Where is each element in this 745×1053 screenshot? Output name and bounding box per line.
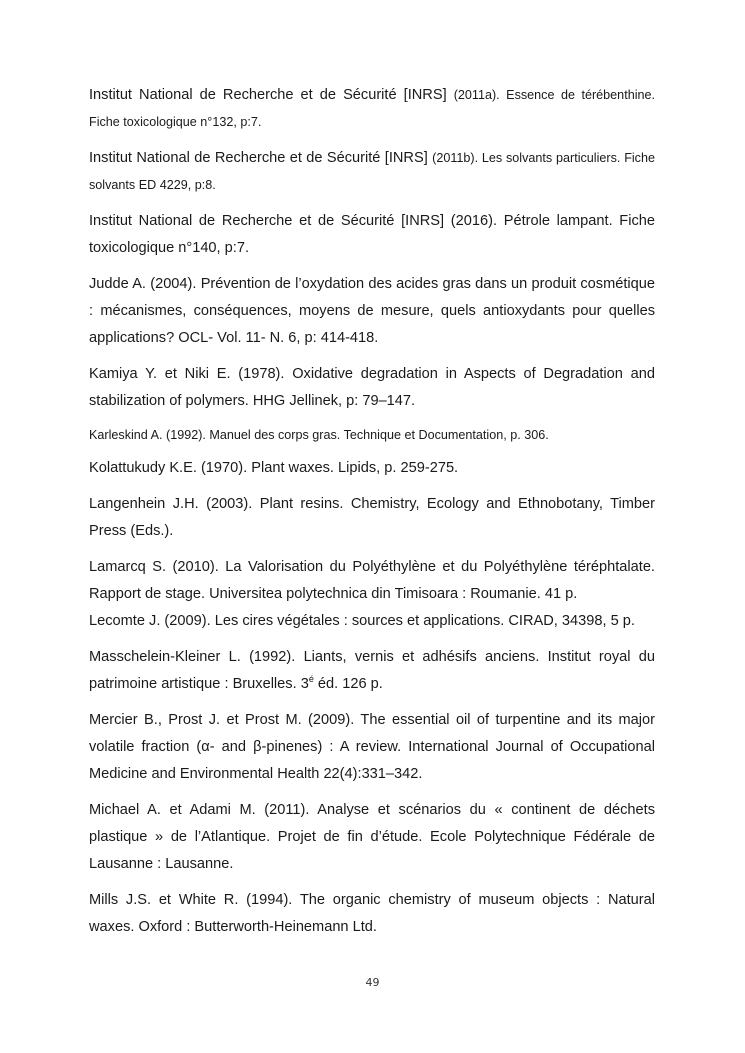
reference-inrs-2011a-main: Institut National de Recherche et de Sécurité [INRS] <box>89 87 447 103</box>
reference-judde-2004: Judde A. (2004). Prévention de l’oxydation des acides gras dans un produit cosmétique : mécanismes, conséquences, moyens de mesure, quels antioxydants pour quelles applications? OCL- Vol. 11- N. 6, p: 414-418. <box>89 276 655 346</box>
edition-superscript: é <box>308 674 314 685</box>
reference-masschelein-1992 <box>89 644 655 698</box>
reference-inrs-2016: Institut National de Recherche et de Sécurité [INRS] (2016). Pétrole lampant. Fiche toxicologique n°140, p:7. <box>89 213 655 256</box>
reference-lecomte-2009: Lecomte J. (2009). Les cires végétales : sources et applications. CIRAD, 34398, 5 p. <box>89 613 635 629</box>
reference-kamiya-1978: Kamiya Y. et Niki E. (1978). Oxidative degradation in Aspects of Degradation and stabilization of polymers. HHG Jellinek, p: 79–147. <box>89 366 655 409</box>
page-number: 49 <box>365 976 380 989</box>
reference-langenhein-2003: Langenhein J.H. (2003). Plant resins. Chemistry, Ecology and Ethnobotany, Timber Press (Eds.). <box>89 496 655 539</box>
reference-inrs-2011b-main: Institut National de Recherche et de Sécurité [INRS] <box>89 150 428 166</box>
reference-kolattukudy-1970: Kolattukudy K.E. (1970). Plant waxes. Lipids, p. 259-275. <box>89 460 459 476</box>
reference-lamarcq-2010: Lamarcq S. (2010). La Valorisation du Polyéthylène et du Polyéthylène téréphtalate. Rapport de stage. Universitea polytechnica din Timisoara : Roumanie. 41 p. <box>89 559 655 602</box>
reference-michael-2011: Michael A. et Adami M. (2011). Analyse et scénarios du « continent de déchets plastique » de l’Atlantique. Projet de fin d’étude. Ecole Polytechnique Fédérale de Lausanne : Lausanne. <box>89 802 655 872</box>
reference-list <box>89 82 655 950</box>
reference-masschelein-1992-text: Masschelein-Kleiner L. (1992). Liants, vernis et adhésifs anciens. Institut royal du patrimoine artistique : Bruxelles. 3 <box>89 649 655 692</box>
reference-inrs-2011b-tail: (2011b). Les solvants particuliers. Fiche solvants ED 4229, p:8. <box>89 151 655 192</box>
reference-masschelein-1992-edition: éd. 126 p. <box>313 676 383 692</box>
reference-inrs-2011b <box>89 145 655 199</box>
reference-inrs-2011a <box>89 82 655 136</box>
reference-inrs-2011a-tail: (2011a). Essence de térébenthine. Fiche toxicologique n°132, p:7. <box>89 88 655 129</box>
reference-mercier-2009: Mercier B., Prost J. et Prost M. (2009). The essential oil of turpentine and its major volatile fraction (α- and β-pinenes) : A review. International Journal of Occupational Medicine and Environmental Health 22(4):331–342. <box>89 712 655 782</box>
reference-mills-1994: Mills J.S. et White R. (1994). The organic chemistry of museum objects : Natural waxes. Oxford : Butterworth-Heinemann Ltd. <box>89 892 655 935</box>
reference-karleskind-1992: Karleskind A. (1992). Manuel des corps gras. Technique et Documentation, p. 306. <box>89 428 549 442</box>
